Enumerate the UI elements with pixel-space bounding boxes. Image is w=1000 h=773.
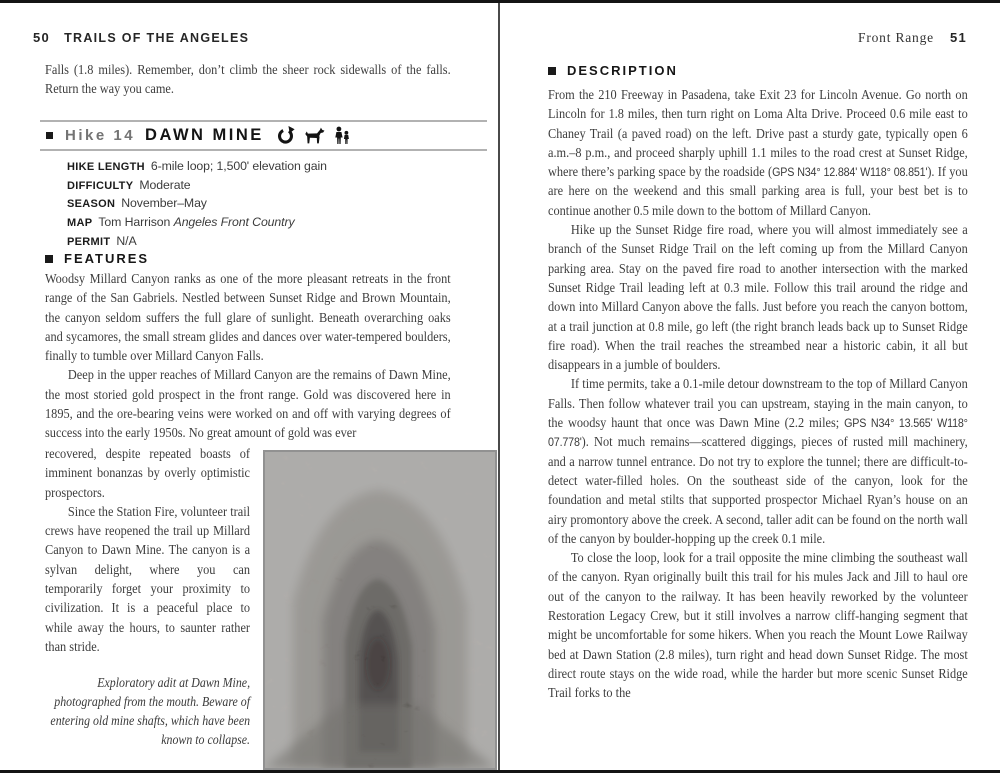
stat-label: SEASON xyxy=(67,198,116,211)
hike-number-label: Hike 14 xyxy=(65,127,136,144)
description-text xyxy=(548,86,968,704)
book-title: TRAILS OF THE ANGELES xyxy=(64,31,250,45)
stat-value: 6-mile loop; 1,500' elevation gain xyxy=(150,159,327,173)
body-paragraph: Deep in the upper reaches of Millard Canyon are the remains of Dawn Mine, the most storied gold prospect in the front range. Gold was discovered here in 1895, and the ore-bearing veins were worked on and off with varying degrees of success into the early 1950s. No great amount of gold was ever xyxy=(45,368,451,442)
page-gutter-divider xyxy=(498,3,500,770)
left-page-number: 50 xyxy=(33,30,51,45)
square-bullet-icon xyxy=(548,67,556,75)
stat-row-permit xyxy=(67,232,327,251)
stat-row-map xyxy=(67,213,327,232)
right-running-header xyxy=(548,30,967,46)
features-text-wide xyxy=(45,270,451,444)
hike-name: DAWN MINE xyxy=(145,126,264,144)
stat-row-difficulty xyxy=(67,176,327,195)
body-paragraph: recovered, despite repeated boasts of imminent bonanzas by overly optimistic prospectors. xyxy=(45,447,251,501)
stat-label: DIFFICULTY xyxy=(67,179,134,192)
stat-value: N/A xyxy=(116,233,137,248)
hike-stats xyxy=(67,157,327,250)
body-paragraph: From the 210 Freeway in Pasadena, take Exit 23 for Lincoln Avenue. Go north on Lincoln for 1.8 miles, then turn right on Loma Alta Drive. Proceed 0.6 mile east to Chaney Trail (a paved road) on the left. Drive past a sturdy gate, typically open 6 a.m.–8 p.m., and proceed sharply uphill 1.1 miles to the road crest at Sunset Ridge, where there’s parking space by the roadside (GPS N34° 12.884' W118° 08.851'). If you are here on the weekend and this small parking area is full, your best bet is to continue another 0.5 mile down to the bottom of Millard Canyon. xyxy=(548,88,968,219)
stat-value: Moderate xyxy=(139,177,191,192)
stat-label: PERMIT xyxy=(67,235,111,248)
stat-row-season xyxy=(67,194,327,213)
stat-value: November–May xyxy=(121,196,207,211)
square-bullet-icon xyxy=(45,255,53,263)
stat-label: HIKE LENGTH xyxy=(67,161,145,173)
gps-coordinates: GPS N34° 12.884' W118° 08.851' xyxy=(772,165,928,180)
features-text-narrow xyxy=(45,445,250,657)
description-heading: DESCRIPTION xyxy=(548,63,678,78)
heading-rule-bottom xyxy=(40,149,487,151)
dog-icon xyxy=(304,127,325,144)
tunnel-photo-graphic xyxy=(265,452,495,768)
chapter-name: Front Range xyxy=(858,30,934,45)
body-paragraph: If time permits, take a 0.1-mile detour downstream to the top of Millard Canyon Falls. Then follow whatever trail you can upstream, staying in the main canyon, to the woodsy haunt that once was Dawn Mine (2.2 miles; GPS N34° 13.565' W118° 07.778'). Not much remains—scattered diggings, pieces of rusted mill machinery, and a narrow tunnel entrance. Do not try to explore the tunnel; there are difficult-to-detect water-filled holes. On the southeast side of the canyon, look for the foundation and metal stilts that supported prospector Michael Ryan’s house on an airy promontory above the creek. A second, taller adit can be found on the north wall of the canyon by boulder-hopping up the creek 0.1 mile. xyxy=(548,377,968,547)
body-paragraph: Woodsy Millard Canyon ranks as one of the more pleasant retreats in the front range of the San Gabriels. Nestled between Sunset Ridge and Brown Mountain, the canyon seldom suffers the full glare of sunlight. Beneath overarching oaks and sycamores, the small stream glides and dances over water-tempered boulders, finally to tumble over Millard Canyon Falls. xyxy=(45,272,451,365)
loop-hike-icon xyxy=(276,126,295,145)
map-title-italic: Angeles Front Country xyxy=(173,215,295,230)
adult-and-child-icon xyxy=(334,126,350,145)
body-paragraph: To close the loop, look for a trail opposite the mine climbing the southeast wall of the canyon. Ryan originally built this trail for his mules Jack and Jill to haul ore out of the canyon to the railway. It has been heavily reworked by the volunteer Restoration Legacy Crew, but it still involves a narrow cliff-hanging segment that might be uncomfortable for some hikers. When you reach the Mount Lowe Railway bed at Dawn Station (2.8 miles), turn right and head down Sunset Ridge. The most direct route stays on the wide road, while the harder but more scenic Sunset Ridge Trail forks to the xyxy=(548,551,968,702)
stat-label: MAP xyxy=(67,217,93,230)
continued-paragraph: Falls (1.8 miles). Remember, don’t climb the sheer rock sidewalls of the falls. Return the way you came. xyxy=(45,63,451,98)
mine-adit-photo xyxy=(263,450,497,770)
photo-caption: Exploratory adit at Dawn Mine, photographed from the mouth. Beware of entering old mine shafts, which have been known to collapse. xyxy=(50,675,251,747)
gps-coordinates: GPS N34° 13.565' W118° 07.778' xyxy=(548,416,968,450)
stat-value: Tom Harrison Angeles Front Country xyxy=(98,215,295,230)
features-heading: FEATURES xyxy=(45,251,149,266)
square-bullet-icon xyxy=(46,132,53,139)
right-page-number: 51 xyxy=(949,30,967,45)
body-paragraph: Since the Station Fire, volunteer trail crews have reopened the trail up Millard Canyon to Dawn Mine. The canyon is a sylvan delight, where you can temporarily forget your proximity to civilization. It is a peaceful place to while away the hours, to saunter rather than stride. xyxy=(45,504,251,655)
hike-heading-block xyxy=(40,120,487,151)
page-top-edge xyxy=(0,0,1000,3)
stat-row-hike-length xyxy=(67,157,327,176)
left-running-header xyxy=(33,30,249,45)
body-paragraph: Hike up the Sunset Ridge fire road, where you will almost immediately see a branch of the Sunset Ridge Trail on the left coming up from the Millard Canyon parking area. Stay on the paved fire road to another intersection with the marked Sunset Ridge Trail leading left at 0.3 mile. Follow this trail around the ridge and down into Millard Canyon above the falls. Just before you reach the canyon bottom, at a trail junction at 0.8 mile, go left (the right branch leads back up to Sunset Ridge fire road). When the trail reaches the streambed near a historic cabin, it all but disappears in a jumble of boulders. xyxy=(548,223,968,374)
hike-attribute-icons xyxy=(276,126,350,145)
